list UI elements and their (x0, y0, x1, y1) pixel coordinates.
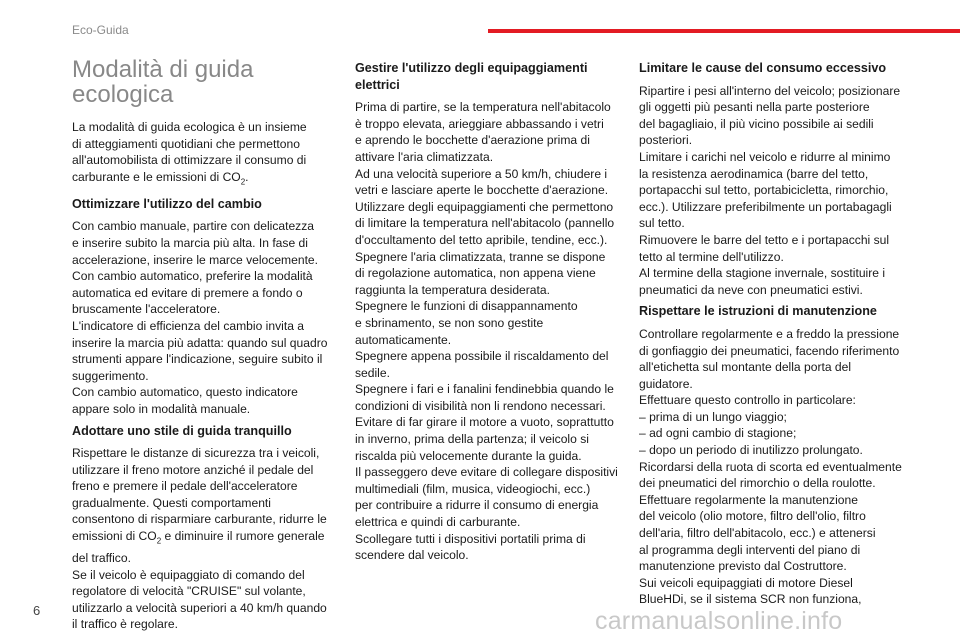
page-title: Modalità di guida ecologica (72, 56, 254, 108)
text-line: Al termine della stagione invernale, sostituire i (639, 266, 886, 281)
text-line: automatica ed evitare di premere a fondo o (72, 285, 303, 300)
header-accent-bar (488, 29, 960, 33)
text-line: regolatore di velocità "CRUISE" sul volante, (72, 584, 306, 599)
text-line: utilizzare il freno motore anziché il pedale del (72, 462, 314, 477)
text-line: Scollegare tutti i dispositivi portatili prima di (355, 531, 586, 546)
text-line: e aprendo le bocchette d'aerazione prima di (355, 133, 590, 148)
heading-driving-style: Adottare uno stile di guida tranquillo (72, 423, 292, 438)
text-line: Ripartire i pesi all'interno del veicolo; posizionare (639, 83, 901, 98)
text-line: del bagagliaio, il più vicino possibile ai sedili (639, 116, 874, 131)
heading-maintenance: Rispettare le istruzioni di manutenzione (639, 304, 877, 319)
text-line: suggerimento. (72, 368, 149, 383)
text-line: posteriori. (639, 133, 693, 148)
text-line: del traffico. (72, 551, 131, 566)
text-line: manutenzione previsto dal Costruttore. (639, 559, 847, 574)
text-line: BlueHDi, se il sistema SCR non funziona, (639, 592, 862, 607)
intro-paragraph: La modalità di guida ecologica è un insieme di atteggiamenti quotidiani che permettono all'automobilista di ottimizzare il consumo di carburante e le emissioni di $CO_2$. (72, 120, 307, 187)
text-line: Spegnere i fari e i fanalini fendinebbia quando le (355, 382, 614, 397)
text-line: di regolazione automatica, non appena viene (355, 266, 596, 281)
text-line: accelerazione, inserire le marce velocemente. (72, 252, 319, 267)
text-line: bruscamente l'acceleratore. (72, 302, 221, 317)
text-line: d'occultamento del tetto apribile, tendine, ecc.). (355, 232, 608, 247)
text-line: dell'aria, filtro dell'abitacolo, ecc.) e attenersi (639, 526, 876, 541)
text-line: dei pneumatici del rimorchio o della roulotte. (639, 476, 876, 491)
text-line: Rispettare le distanze di sicurezza tra i veicoli, (72, 446, 320, 461)
electrical-equipment-paragraph (355, 99, 617, 564)
text-line: Con cambio automatico, questo indicatore (72, 385, 298, 400)
text-line: Spegnere le funzioni di disappannamento (355, 299, 578, 314)
text-line: condizioni di visibilità non li rendono necessari. (355, 398, 606, 413)
text-line: inserire la marcia più adatta: quando sul quadro (72, 335, 328, 350)
text-line: multimediali (film, musica, videogiochi, ecc.) (355, 481, 591, 496)
text-line: – ad ogni cambio di stagione; (639, 426, 797, 441)
text-line: Con cambio manuale, partire con delicatezza (72, 219, 315, 234)
text-line: strumenti appare l'indicazione, seguire subito il (72, 352, 323, 367)
text-line: riscalda più velocemente durante la guida. (355, 448, 582, 463)
text-line: utilizzarlo a velocità superiori a 40 km/h quando (72, 600, 327, 615)
heading-electrical-equipment: Gestire l'utilizzo degli equipaggiamenti elettrici (355, 61, 588, 92)
text-line: Sui veicoli equipaggiati di motore Diesel (639, 575, 853, 590)
consumption-paragraph (639, 83, 901, 299)
text-line: – prima di un lungo viaggio; (639, 409, 787, 424)
text-line: Ricordarsi della ruota di scorta ed eventualmente (639, 459, 902, 474)
text-line: sedile. (355, 365, 390, 380)
heading-gearbox: Ottimizzare l'utilizzo del cambio (72, 196, 262, 211)
text-line: la resistenza aerodinamica (barre del tetto, (639, 166, 869, 181)
text-line: Prima di partire, se la temperatura nell'abitacolo (355, 100, 611, 115)
text-line: Ad una velocità superiore a 50 km/h, chiudere i (355, 166, 608, 181)
text-line: del veicolo (olio motore, filtro dell'olio, filtro (639, 509, 866, 524)
text-line: di limitare la temperatura nell'abitacolo (pannello (355, 216, 615, 231)
text-line: L'indicatore di efficienza del cambio invita a (72, 318, 305, 333)
text-line: attivare l'aria climatizzata. (355, 149, 494, 164)
text-line: Controllare regolarmente e a freddo la pressione (639, 326, 900, 341)
text-line: al programma degli interventi del piano di (639, 542, 861, 557)
text-line: raggiunta la temperatura desiderata. (355, 282, 550, 297)
text-line: Effettuare questo controllo in particolare: (639, 393, 856, 408)
text-line: il traffico è regolare. (72, 617, 178, 632)
watermark: carmanualsonline.info (595, 607, 843, 635)
heading-consumption: Limitare le cause del consumo eccessivo (639, 61, 887, 75)
text-line: Se il veicolo è equipaggiato di comando del (72, 567, 305, 582)
text-line: Spegnere l'aria climatizzata, tranne se dispone (355, 249, 606, 264)
text-line: in inverno, prima della partenza; il veicolo si (355, 432, 589, 447)
text-line: portapacchi sul tetto, portabicicletta, rimorchio, (639, 183, 889, 198)
text-line: automaticamente. (355, 332, 452, 347)
column-right (639, 57, 901, 610)
driving-style-paragraph: Rispettare le distanze di sicurezza tra i veicoli, utilizzare il freno motore anziché il pedale del freno e premere il pedale dell'acceleratore gradualmente. Questi comportamenti consentono di risparmiare carburante, ridurre le emissioni di $CO_2$ e diminuire il rumore generale del traffico. Se il veicolo è equipaggiato di comando del regolatore di velocità "CRUISE" sul volante, utilizzarlo a velocità superiori a 40 km/h quando il traffico è regolare. (72, 445, 334, 633)
text-line: e sbrinamento, se non sono gestite (355, 315, 544, 330)
text-line: Con cambio automatico, preferire la modalità (72, 269, 313, 284)
text-line: ecc.). Utilizzare preferibilmente un portabagagli (639, 199, 892, 214)
text-line: all'etichetta sul montante della porta del (639, 360, 852, 375)
maintenance-paragraph (639, 326, 901, 608)
column-middle (355, 57, 617, 566)
text-line: è troppo elevata, arieggiare abbassando i vetri (355, 116, 604, 131)
text-line: sul tetto. (639, 216, 685, 231)
text-line: tetto al termine dell'utilizzo. (639, 249, 784, 264)
text-line: e inserire subito la marcia più alta. In fase di (72, 235, 308, 250)
text-line: gradualmente. Questi comportamenti (72, 495, 271, 510)
text-line: – dopo un periodo di inutilizzo prolungato. (639, 443, 863, 458)
gearbox-paragraph (72, 218, 334, 417)
text-line: pneumatici da neve con pneumatici estivi. (639, 282, 863, 297)
text-line: guidatore. (639, 376, 693, 391)
text-line: Spegnere appena possibile il riscaldamento del (355, 349, 609, 364)
text-line: gli oggetti più pesanti nella parte posteriore (639, 100, 870, 115)
header-section-label: Eco-Guida (72, 23, 129, 37)
column-left (72, 57, 334, 635)
text-line: vetri e lasciare aperte le bocchette d'aerazione. (355, 183, 609, 198)
text-line: scendere dal veicolo. (355, 548, 469, 563)
text-line: di gonfiaggio dei pneumatici, facendo riferimento (639, 343, 900, 358)
text-line: Utilizzare degli equipaggiamenti che permettono (355, 199, 614, 214)
page-number: 6 (33, 603, 41, 618)
text-line: consentono di risparmiare carburante, ridurre le (72, 512, 327, 527)
text-line: appare solo in modalità manuale. (72, 401, 251, 416)
text-line: Evitare di far girare il motore a vuoto, soprattutto (355, 415, 614, 430)
text-line: elettrica e quindi di carburante. (355, 515, 521, 530)
text-line: Effettuare regolarmente la manutenzione (639, 492, 858, 507)
text-line: Rimuovere le barre del tetto e i portapacchi sul (639, 232, 890, 247)
text-line: freno e premere il pedale dell'acceleratore (72, 479, 298, 494)
text-line: Il passeggero deve evitare di collegare dispositivi (355, 465, 618, 480)
text-line: Limitare i carichi nel veicolo e ridurre al minimo (639, 149, 891, 164)
text-line: per contribuire a ridurre il consumo di energia (355, 498, 599, 513)
